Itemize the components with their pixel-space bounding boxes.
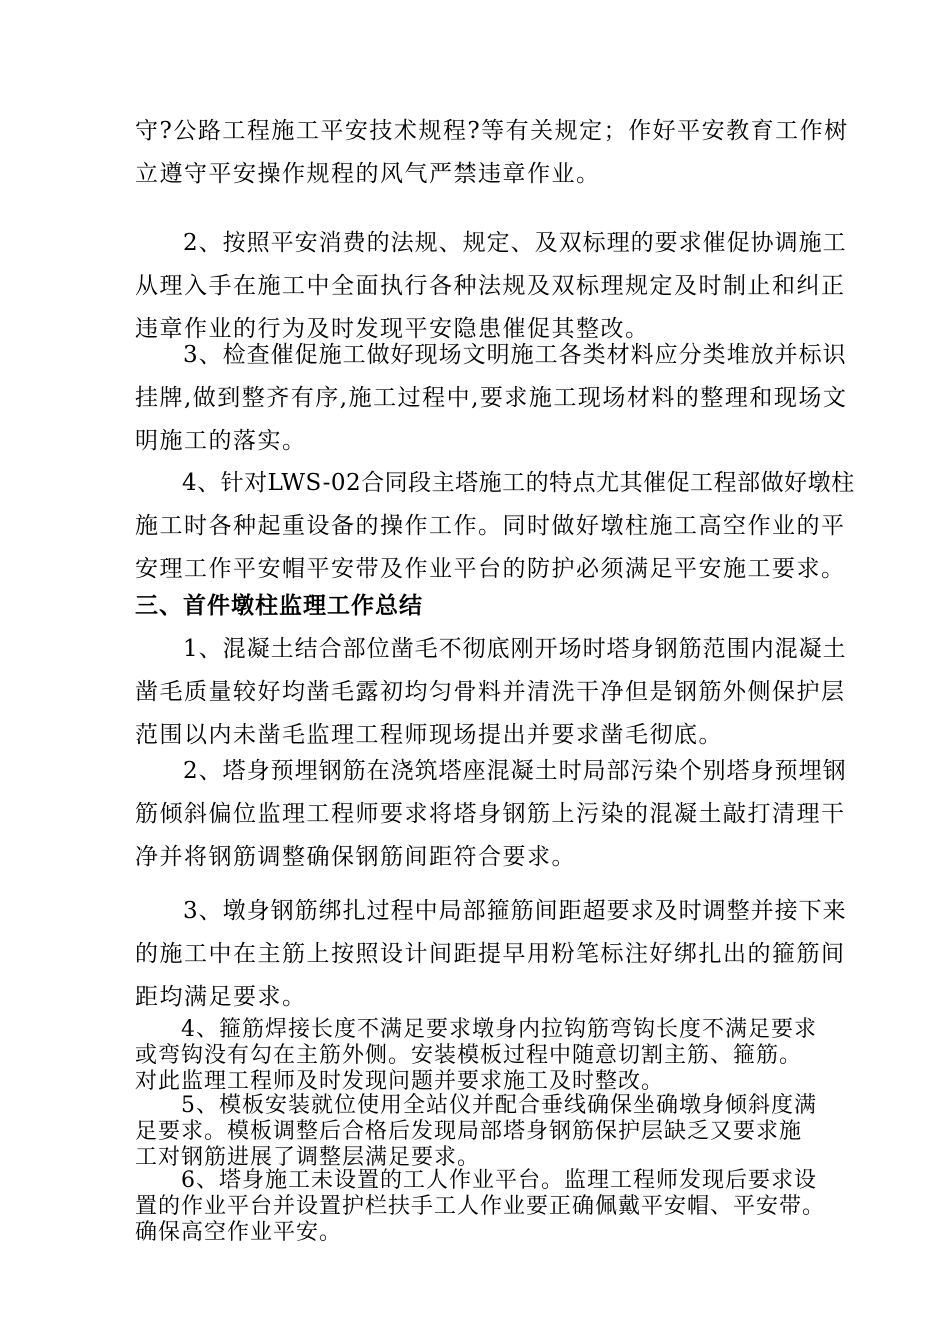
text-line: 4、箍筋焊接长度不满足要求墩身内拉钩筋弯钩长度不满足要求 (135, 1017, 817, 1042)
text-line: 立遵守平安操作规程的风气严禁违章作业。 (135, 161, 601, 187)
text-line: 4、针对LWS-02合同段主塔施工的特点尤其催促工程部做好墩柱 (135, 470, 855, 496)
section-paragraph-3 (135, 890, 855, 1019)
text-line: 违章作业的行为及时发现平安隐患催促其整改。 (135, 316, 650, 342)
text-line: 2、按照平安消费的法规、规定、及双标理的要求催促协调施工 (135, 230, 847, 256)
text-line: 安理工作平安帽平安带及作业平台的防护必须满足平安施工要求。 (135, 556, 846, 582)
text-line: 3、墩身钢筋绑扎过程中局部箍筋间距超要求及时调整并接下来 (135, 898, 847, 924)
text-line: 明施工的落实。 (135, 428, 307, 454)
text-line: 1、混凝土结合部位凿毛不彻底刚开场时塔身钢筋范围内混凝土 (135, 636, 847, 662)
paragraph-3 (135, 334, 855, 463)
text-line: 净并将钢筋调整确保钢筋间距符合要求。 (135, 844, 576, 870)
section-heading: 三、首件墩柱监理工作总结 (135, 592, 423, 619)
text-line: 范围以内未凿毛监理工程师现场提出并要求凿毛彻底。 (135, 722, 723, 748)
section-paragraph-1 (135, 628, 855, 757)
paragraph-1 (135, 110, 855, 196)
compact-paragraph-5 (135, 1093, 855, 1171)
text-line: 守?公路工程施工平安技术规程?等有关规定；作好平安教育工作树 (135, 118, 849, 144)
text-line: 5、模板安装就位使用全站仪并配合垂线确保坐确墩身倾斜度满 (135, 1093, 817, 1118)
text-line: 筋倾斜偏位监理工程师要求将塔身钢筋上污染的混凝土敲打清理干 (135, 801, 846, 827)
compact-paragraph-4 (135, 1017, 855, 1095)
text-line: 工对钢筋进展了调整层满足要求。 (135, 1145, 481, 1170)
text-line: 距均满足要求。 (135, 984, 307, 1010)
paragraph-2 (135, 222, 855, 351)
text-line: 3、检查催促施工做好现场文明施工各类材料应分类堆放并标识 (135, 342, 847, 368)
text-line: 或弯钩没有勾在主筋外侧。安装模板过程中随意切割主筋、箍筋。 (135, 1043, 803, 1068)
text-line: 从理入手在施工中全面执行各种法规及双标理规定及时制止和纠正 (135, 273, 846, 299)
paragraph-4 (135, 462, 855, 591)
compact-paragraph-6 (135, 1168, 855, 1246)
text-line: 足要求。模板调整后合格后发现局部塔身钢筋保护层缺乏又要求施 (135, 1119, 803, 1144)
text-line: 施工时各种起重设备的操作工作。同时做好墩柱施工高空作业的平 (135, 513, 846, 539)
text-line: 的施工中在主筋上按照设计间距提早用粉笔标注好绑扎出的箍筋间 (135, 941, 846, 967)
text-line: 置的作业平台并设置护栏扶手工人作业要正确佩戴平安帽、平安带。 (135, 1194, 826, 1219)
text-line: 6、塔身施工未设置的工人作业平台。监理工程师发现后要求设 (135, 1168, 817, 1193)
text-line: 2、塔身预埋钢筋在浇筑塔座混凝土时局部污染个别塔身预埋钢 (135, 758, 847, 784)
text-line: 挂牌,做到整齐有序,施工过程中,要求施工现场材料的整理和现场文 (135, 385, 848, 411)
text-line: 确保高空作业平安。 (135, 1220, 343, 1245)
text-line: 凿毛质量较好均凿毛露初均匀骨料并清洗干净但是钢筋外侧保护层 (135, 679, 846, 705)
text-line: 对此监理工程师及时发现问题并要求施工及时整改。 (135, 1069, 665, 1094)
section-paragraph-2 (135, 750, 855, 879)
